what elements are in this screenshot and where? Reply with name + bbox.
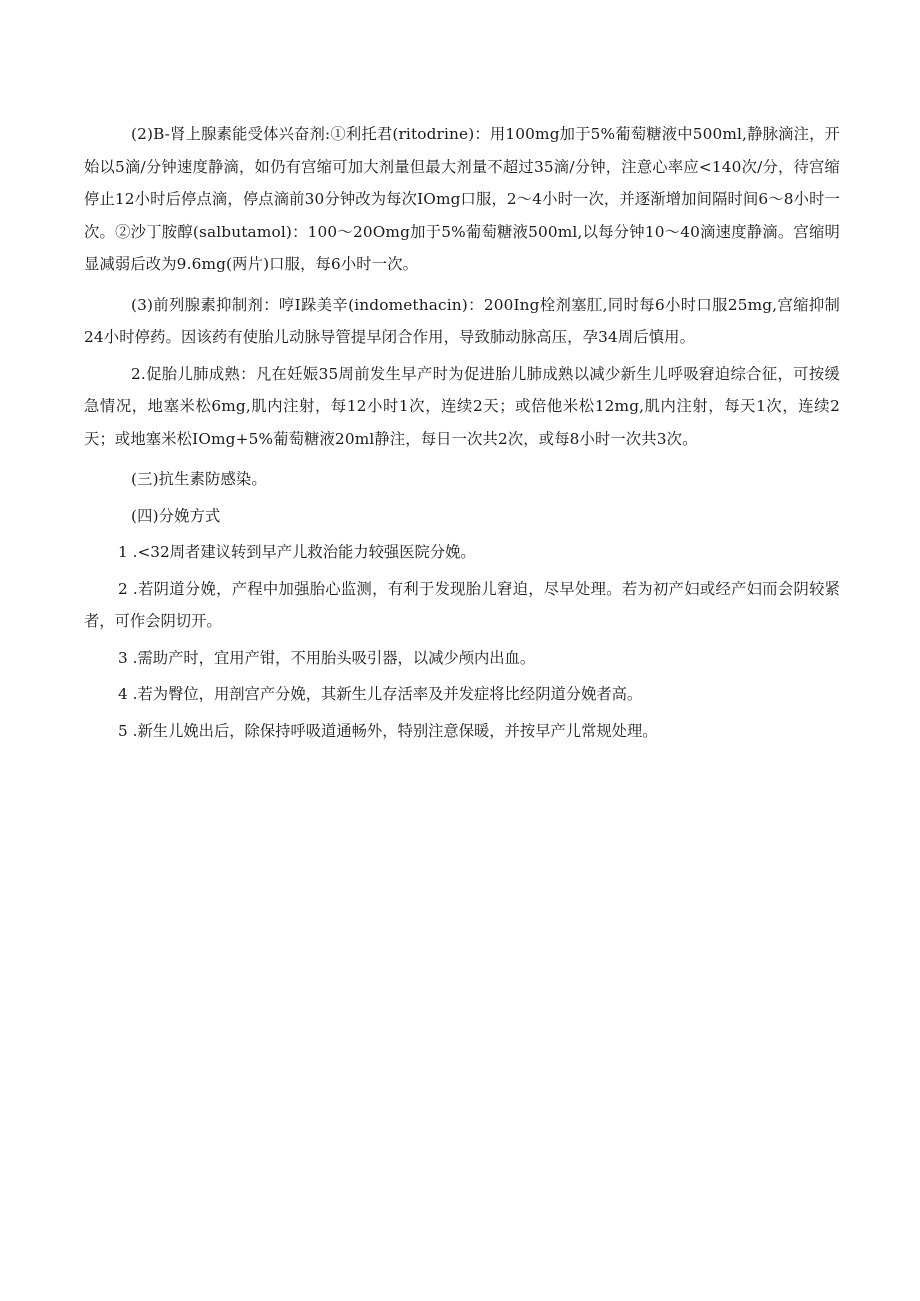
list-item-number: 1 xyxy=(118,543,128,561)
list-item-text: .需助产时，宜用产钳，不用胎头吸引器，以减少颅内出血。 xyxy=(132,648,536,667)
list-item xyxy=(84,642,840,675)
list-item-number: 2 xyxy=(118,579,128,598)
paragraph-beta-agonist: (2)B-肾上腺素能受体兴奋剂:①利托君(ritodrine)：用100mg加于5%葡萄糖液中500ml,静脉滴注，开始以5滴/分钟速度静滴，如仍有宫缩可加大剂量但最大剂量不超过35滴/分钟，注意心率应<140次/分，待宫缩停止12小时后停点滴，停点滴前30分钟改为每次IOmg口服，2～4小时一次，并逐渐增加间隔时间6～8小时一次。②沙丁胺醇(salbutamol)：100～20Omg加于5%葡萄糖液500ml,以每分钟10～40滴速度静滴。宫缩明显减弱后改为9.6mg(两片)口服，每6小时一次。 xyxy=(84,125,840,273)
list-item-text: .若阴道分娩，产程中加强胎心监测，有利于发现胎儿窘迫，尽早处理。若为初产妇或经产妇而会阴较紧者，可作会阴切开。 xyxy=(84,579,840,630)
section-heading-delivery-method: (四)分娩方式 xyxy=(131,506,221,525)
section-heading-antibiotics: (三)抗生素防感染。 xyxy=(131,470,267,488)
list-item-number: 4 xyxy=(118,685,128,703)
spacer xyxy=(84,281,840,289)
list-item-text: .<32周者建议转到早产儿救治能力较强医院分娩。 xyxy=(132,543,476,561)
list-item xyxy=(84,536,840,569)
list-item xyxy=(84,715,840,748)
list-item-number: 3 xyxy=(118,648,128,667)
paragraph-fetal-lung-maturation: 2.促胎儿肺成熟：凡在妊娠35周前发生早产时为促进胎儿肺成熟以减少新生儿呼吸窘迫综合征，可按缓急情况，地塞米松6mg,肌内注射，每12小时1次，连续2天；或倍他米松12mg,肌内注射，每天1次，连续2天；或地塞米松IOmg+5%葡萄糖液20ml静注，每日一次共2次，或每8小时一次共3次。 xyxy=(84,364,840,448)
list-item-number: 5 xyxy=(118,721,128,740)
spacer xyxy=(84,455,840,463)
list-item-text: .新生儿娩出后，除保持呼吸道通畅外，特别注意保暖，并按早产儿常规处理。 xyxy=(132,721,658,740)
list-item xyxy=(84,573,840,638)
list-item-text: .若为臀位，用剖宫产分娩，其新生儿存活率及并发症将比经阴道分娩者高。 xyxy=(132,685,643,703)
document-body xyxy=(84,118,840,747)
list-item xyxy=(84,678,840,711)
paragraph-prostaglandin-inhibitor: (3)前列腺素抑制剂：哼I跺美辛(indomethacin)：200Ing栓剂塞肛,同时每6小时口服25mg,宫缩抑制24小时停药。因该药有使胎儿动脉导管提早闭合作用，导致肺动脉高压，孕34周后慎用。 xyxy=(84,295,840,346)
